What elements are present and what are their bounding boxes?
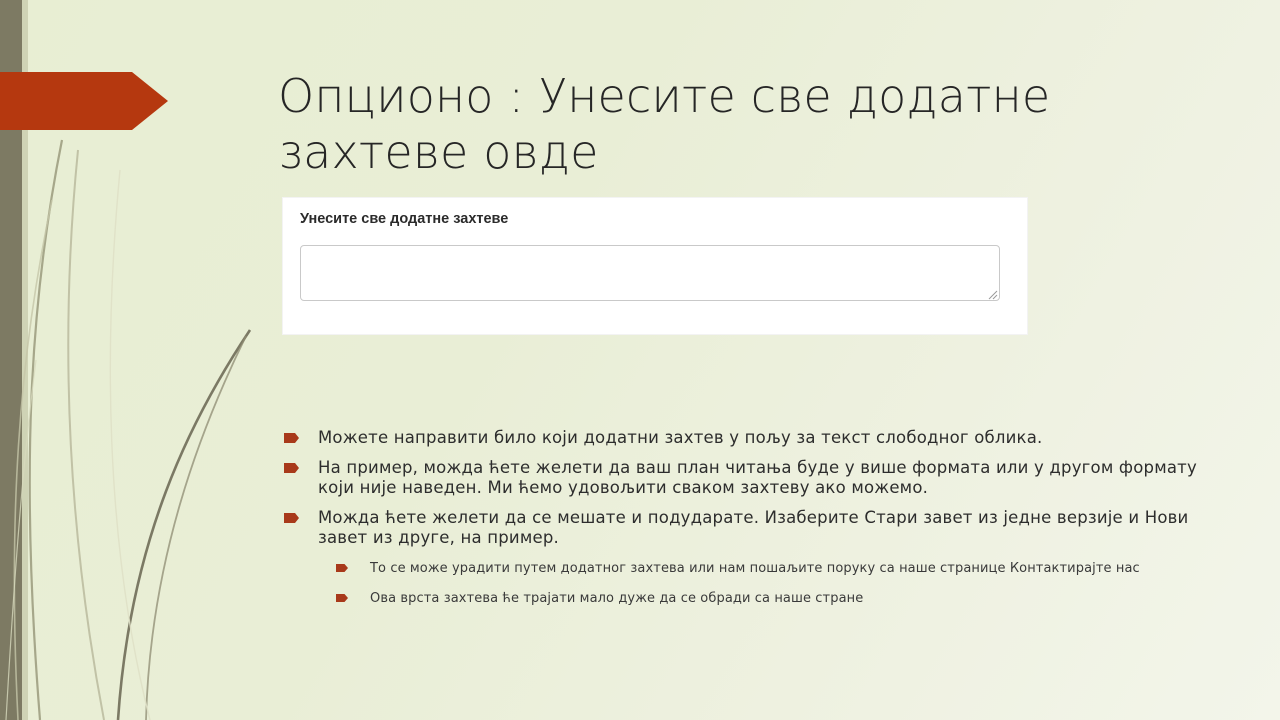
list-item-text: Ова врста захтева ће трајати мало дуже да се обради са наше стране xyxy=(370,590,864,606)
list-item xyxy=(278,508,1198,547)
additional-requests-form-card xyxy=(283,198,1027,334)
list-item-text: То се може урадити путем додатног захтева или нам пошаљите поруку са наше странице Контактирајте нас xyxy=(370,561,1140,577)
list-item-text: Можете направити било који додатни захтев у пољу за текст слободног облика. xyxy=(318,428,1043,447)
form-field-label: Унесите све додатне захтеве xyxy=(300,211,509,227)
bullet-marker-icon xyxy=(336,563,348,573)
page-title: Опционо : Унесите све додатне захтеве овде xyxy=(278,69,1051,180)
list-item xyxy=(278,591,1198,607)
bullet-marker-icon xyxy=(284,432,299,444)
bullet-marker-icon xyxy=(336,593,348,603)
resize-grip-icon[interactable] xyxy=(986,288,998,300)
additional-requests-input[interactable] xyxy=(300,245,1000,301)
decorative-arrow-banner xyxy=(0,72,168,130)
list-item-text: Можда ћете желети да се мешате и подударате. Изаберите Стари завет из једне верзије и Нови завет из друге, на пример. xyxy=(318,508,1189,547)
list-item xyxy=(278,428,1198,447)
list-item-text: На пример, можда ћете желети да ваш план читања буде у више формата или у другом формату који није наведен. Ми ћемо удовољити сваком захтеву ако можемо. xyxy=(318,458,1197,497)
list-item xyxy=(278,458,1198,497)
bullet-list xyxy=(278,428,1198,607)
list-item xyxy=(278,561,1198,577)
bullet-marker-icon xyxy=(284,512,299,524)
bullet-marker-icon xyxy=(284,462,299,474)
